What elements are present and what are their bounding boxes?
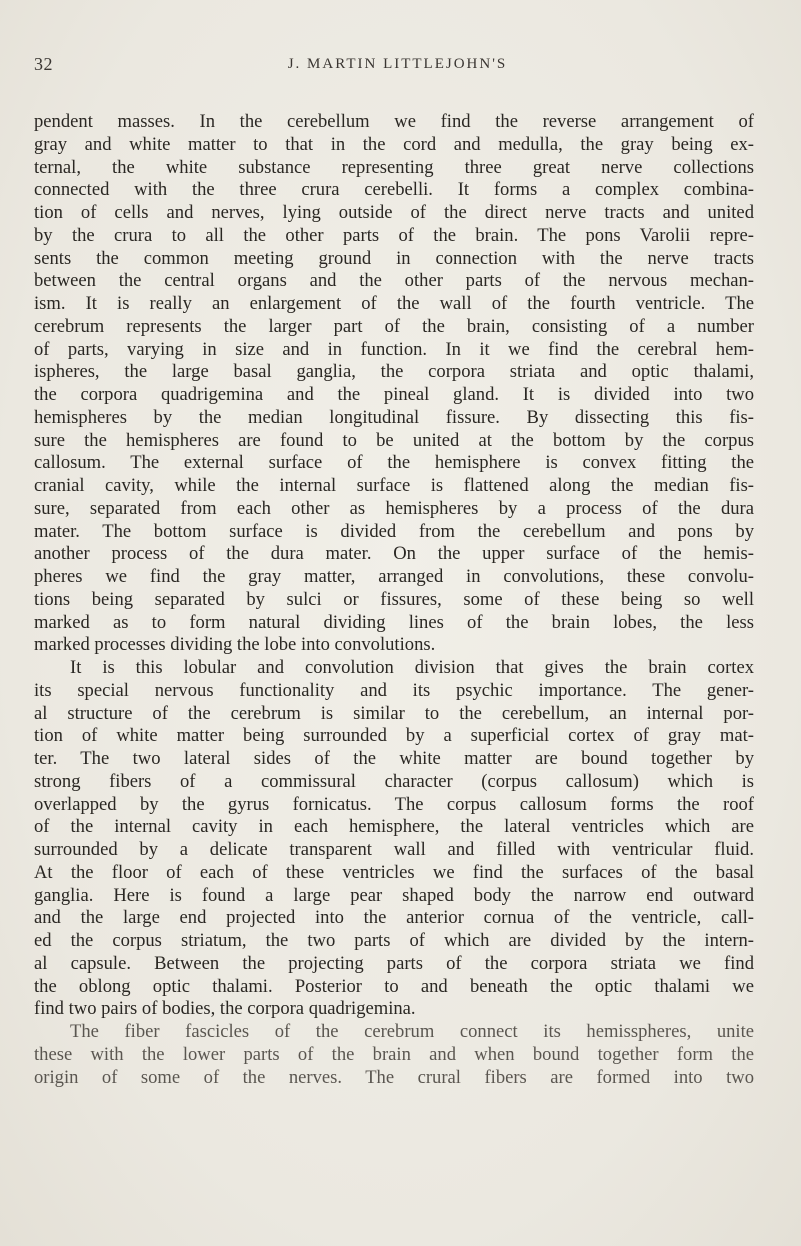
text-line: mater. The bottom surface is divided from the cerebellum and pons by — [34, 520, 754, 542]
text-line: another process of the dura mater. On the upper surface of the hemis- — [34, 543, 754, 565]
text-line: ism. It is really an enlargement of the wall of the fourth ventricle. The — [34, 293, 754, 314]
text-line: tions being separated by sulci or fissures, some of these being so well — [34, 588, 754, 610]
text-line: strong fibers of a commissural character (corpus callosum) which is — [34, 770, 754, 792]
text-line: sure the hemispheres are found to be united at the bottom by the corpus — [34, 429, 754, 451]
text-line: origin of some of the nerves. The crural fibers are formed into two — [34, 1066, 754, 1088]
text-line: overlapped by the gyrus fornicatus. The corpus callosum forms the roof — [34, 793, 754, 815]
text-line: ed the corpus striatum, the two parts of which are divided by the intern- — [34, 930, 754, 951]
text-line: between the central organs and the other parts of the nervous mechan- — [34, 270, 754, 292]
text-line: At the floor of each of these ventricles we find the surfaces of the basal — [34, 861, 754, 883]
text-line: the corpora quadrigemina and the pineal gland. It is divided into two — [34, 384, 754, 405]
running-head — [34, 54, 761, 76]
text-line: and the large end projected into the anterior cornua of the ventricle, call- — [34, 907, 754, 929]
text-line: sure, separated from each other as hemispheres by a process of the dura — [34, 497, 754, 519]
text-line: pheres we find the gray matter, arranged in convolutions, these convolu- — [34, 566, 754, 587]
text-line: tion of white matter being surrounded by a superficial cortex of gray mat- — [34, 725, 754, 747]
text-line: sents the common meeting ground in connection with the nerve tracts — [34, 247, 754, 269]
text-line: It is this lobular and convolution division that gives the brain cortex — [70, 657, 754, 678]
text-line: marked processes dividing the lobe into convolutions. — [34, 634, 436, 656]
body-text — [34, 111, 754, 1089]
text-line: ispheres, the large basal ganglia, the corpora striata and optic thalami, — [34, 361, 754, 383]
text-line: marked as to form natural dividing lines of the brain lobes, the less — [34, 611, 754, 633]
text-line: surrounded by a delicate transparent wall and filled with ventricular fluid. — [34, 839, 754, 860]
text-line: callosum. The external surface of the hemisphere is convex fitting the — [34, 452, 754, 474]
text-line: by the crura to all the other parts of the brain. The pons Varolii repre- — [34, 224, 754, 246]
text-line: cerebrum represents the larger part of the brain, consisting of a number — [34, 315, 754, 337]
text-line: cranial cavity, while the internal surface is flattened along the median fis- — [34, 475, 754, 496]
text-line: find two pairs of bodies, the corpora quadrigemina. — [34, 998, 416, 1020]
text-line: ganglia. Here is found a large pear shaped body the narrow end outward — [34, 884, 754, 906]
text-line: its special nervous functionality and its psychic importance. The gener- — [34, 679, 754, 701]
running-title: J. MARTIN LITTLEJOHN'S — [287, 56, 508, 72]
text-line: al structure of the cerebrum is similar to the cerebellum, an internal por- — [34, 702, 754, 724]
text-line: ter. The two lateral sides of the white matter are bound together by — [34, 748, 754, 769]
text-line: The fiber fascicles of the cerebrum connect its hemisspheres, unite — [70, 1021, 754, 1042]
text-line: the oblong optic thalami. Posterior to and beneath the optic thalami we — [34, 975, 754, 997]
page-number: 32 — [34, 54, 53, 74]
text-line: tion of cells and nerves, lying outside of the direct nerve tracts and united — [34, 202, 754, 223]
text-line: ternal, the white substance representing three great nerve collections — [34, 156, 754, 178]
text-line: these with the lower parts of the brain and when bound together form the — [34, 1043, 754, 1065]
text-line: of the internal cavity in each hemisphere, the lateral ventricles which are — [34, 816, 754, 838]
text-line: pendent masses. In the cerebellum we find the reverse arrangement of — [34, 111, 754, 132]
text-line: of parts, varying in size and in function. In it we find the cerebral hem- — [34, 338, 754, 360]
text-line: hemispheres by the median longitudinal fissure. By dissecting this fis- — [34, 406, 754, 428]
text-line: connected with the three crura cerebelli. It forms a complex combina- — [34, 179, 754, 201]
text-line: al capsule. Between the projecting parts of the corpora striata we find — [34, 952, 754, 974]
text-line: gray and white matter to that in the cord and medulla, the gray being ex- — [34, 133, 754, 155]
